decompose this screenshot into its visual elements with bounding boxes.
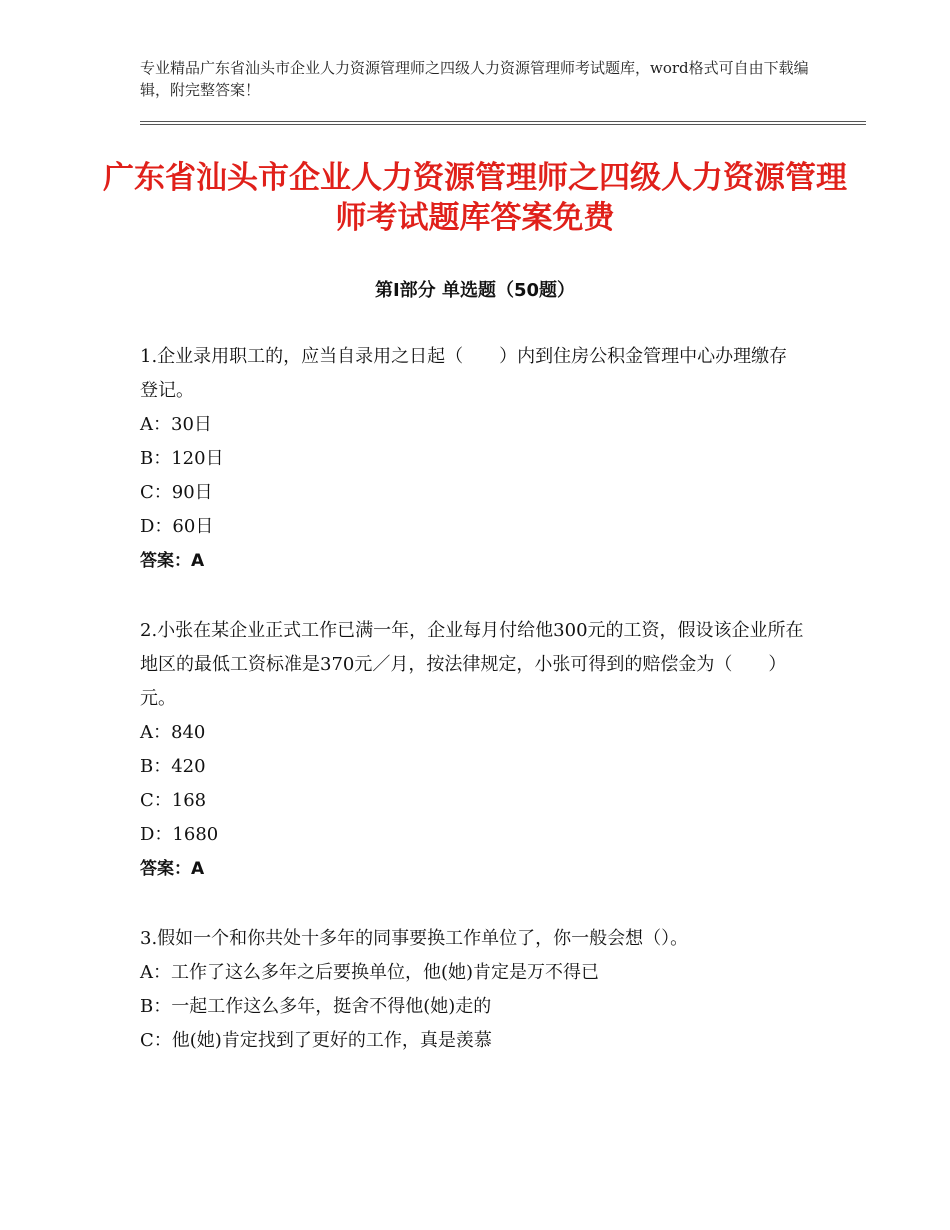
- option-c: C：他(她)肯定找到了更好的工作，真是羡慕: [140, 1030, 492, 1051]
- option-c: C：90日: [140, 482, 213, 503]
- option-a: A：30日: [140, 414, 212, 435]
- section-title: 第Ⅰ部分 单选题（50题）: [374, 280, 575, 301]
- option-b: B：一起工作这么多年，挺舍不得他(她)走的: [140, 996, 492, 1017]
- option-a: A：840: [140, 722, 206, 743]
- option-c: C：168: [140, 790, 207, 811]
- question-stem: 1.企业录用职工的，应当自录用之日起（ ）内到住房公积金管理中心办理缴存登记。: [140, 346, 788, 401]
- answer: 答案：A: [140, 551, 205, 571]
- question-3: [140, 922, 805, 1058]
- option-d: D：60日: [140, 516, 214, 537]
- question-1: [140, 340, 805, 578]
- header-divider-thin: [140, 124, 866, 125]
- option-d: D：1680: [140, 824, 219, 845]
- header-note: 专业精品广东省汕头市企业人力资源管理师之四级人力资源管理师考试题库，word格式可自由下载编辑，附完整答案！: [140, 59, 809, 99]
- question-stem: 3.假如一个和你共处十多年的同事要换工作单位了，你一般会想（）。: [140, 928, 689, 949]
- header-divider: [140, 121, 866, 122]
- question-2: [140, 614, 805, 886]
- option-b: B：120日: [140, 448, 224, 469]
- option-a: A：工作了这么多年之后要换单位，他(她)肯定是万不得已: [140, 962, 600, 983]
- option-b: B：420: [140, 756, 206, 777]
- question-stem: 2.小张在某企业正式工作已满一年，企业每月付给他300元的工资，假设该企业所在地区的最低工资标准是370元／月，按法律规定，小张可得到的赔偿金为（ ）元。: [140, 620, 804, 709]
- document-title: 广东省汕头市企业人力资源管理师之四级人力资源管理师考试题库答案免费: [103, 160, 847, 236]
- answer: 答案：A: [140, 859, 205, 879]
